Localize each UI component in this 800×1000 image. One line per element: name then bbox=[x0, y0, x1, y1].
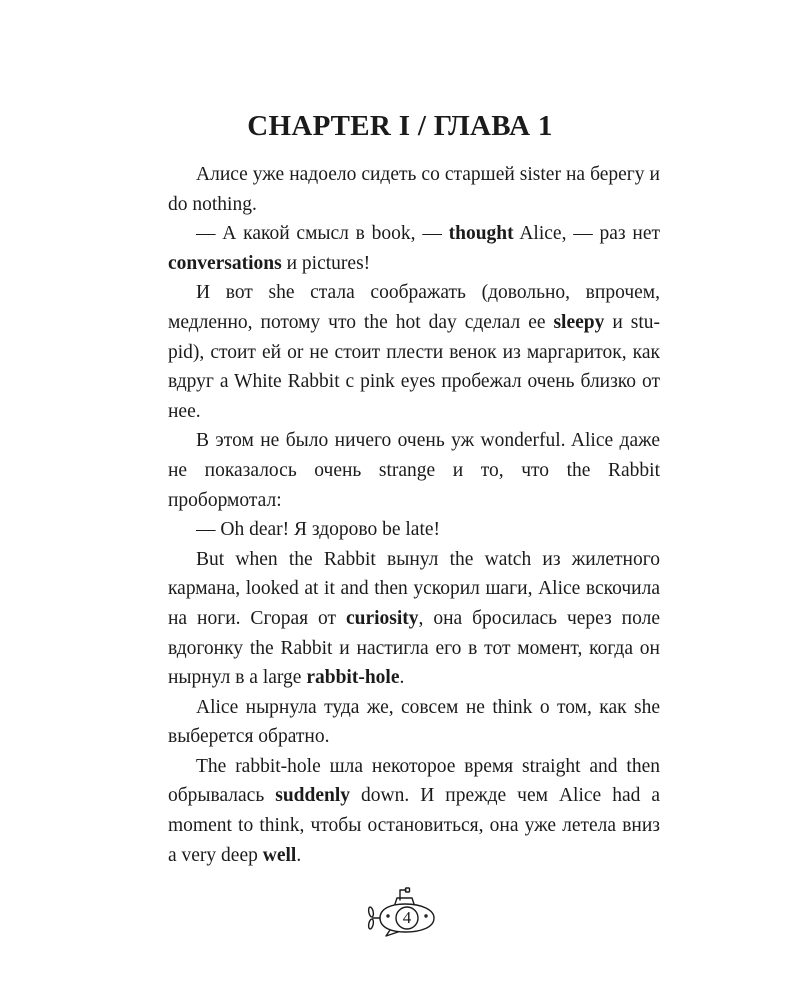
bold-term: suddenly bbox=[275, 785, 351, 807]
text-run: — А какой смысл в book, — bbox=[196, 223, 449, 245]
paragraph bbox=[168, 693, 660, 752]
text-run: Alice, — раз нет bbox=[513, 223, 661, 245]
text-run: The rabbit-hole шла некоторое время straight and then обрывалась bbox=[168, 755, 660, 807]
text-run: . bbox=[296, 844, 302, 866]
page-number: 4 bbox=[402, 908, 412, 927]
paragraph bbox=[168, 278, 660, 426]
chapter-title: CHAPTER I / ГЛАВА 1 bbox=[247, 110, 553, 142]
bold-term: thought bbox=[448, 223, 514, 245]
text-run: Alice нырнула туда же, совсем не think о том, как she выберется обратно. bbox=[168, 696, 660, 748]
paragraph bbox=[168, 752, 660, 870]
text-run: — Oh dear! Я здорово be late! bbox=[196, 519, 441, 541]
text-run: В этом не было ничего очень уж wonderful. Alice даже не показалось очень strange и то, что the Rabbit пробормотал: bbox=[168, 430, 660, 511]
text-run: , она бросилась через поле вдогонку the Rabbit и настигла его в тот момент, когда он нырнул в a large bbox=[168, 607, 660, 689]
paragraph bbox=[168, 219, 660, 278]
text-run: . bbox=[399, 667, 405, 689]
paragraph bbox=[168, 160, 660, 219]
bold-term: conversations bbox=[168, 252, 282, 274]
text-run: down. И прежде чем Alice had a moment to think, чтобы остановиться, она уже летела вниз a very deep bbox=[168, 785, 660, 866]
paragraph bbox=[168, 545, 660, 693]
paragraph bbox=[168, 426, 660, 515]
text-run: И вот she стала соображать (довольно, впрочем, медленно, потому что the hot day сделал ее bbox=[168, 282, 660, 333]
text-run: и stu-pid), стоит ей or не стоит плести венок из маргариток, как вдруг a White Rabbit с pink eyes пробежал очень близко от нее. bbox=[168, 311, 661, 422]
text-run: и pictures! bbox=[281, 252, 371, 274]
paragraph bbox=[168, 515, 660, 545]
bold-term: sleepy bbox=[553, 311, 605, 333]
text-run: Алисе уже надоело сидеть со старшей sister на берегу и do nothing. bbox=[168, 164, 660, 215]
body-text bbox=[168, 160, 660, 870]
bold-term: well bbox=[262, 844, 297, 866]
text-run: But when the Rabbit вынул the watch из жилетного кармана, looked at it and then ускорил шаги, Alice вскочила на ноги. Сгорая от bbox=[168, 548, 660, 629]
bold-term: curiosity bbox=[345, 607, 419, 629]
bold-term: rabbit-hole bbox=[306, 667, 400, 689]
